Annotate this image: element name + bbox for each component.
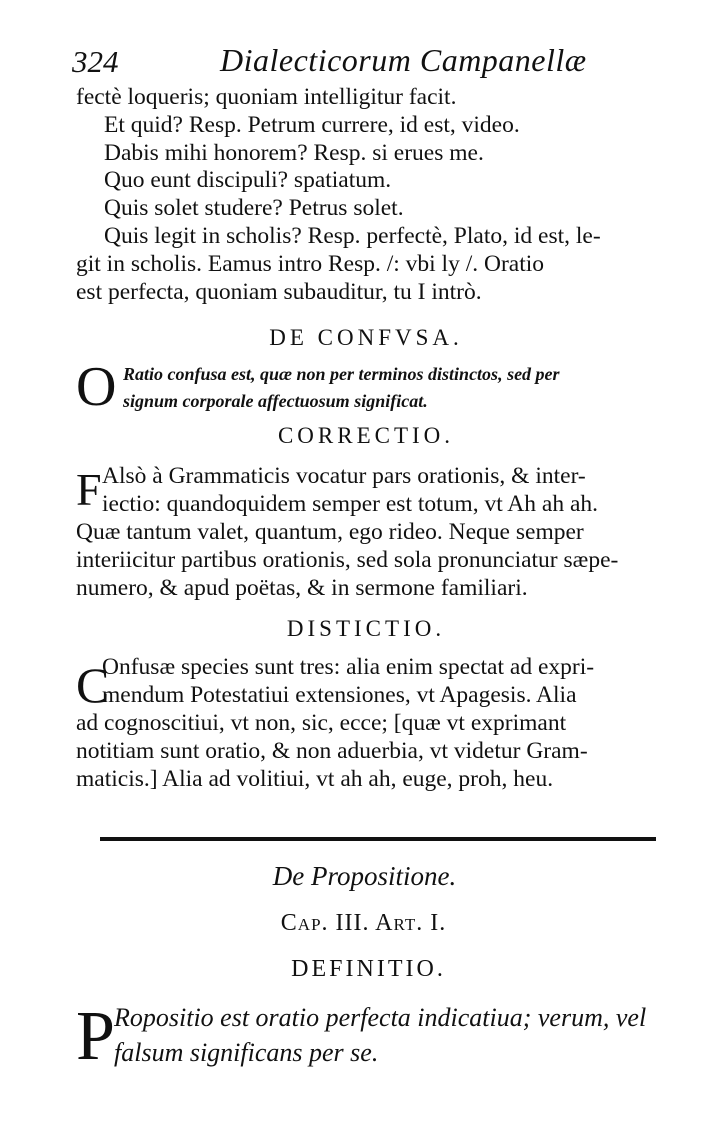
drop-initial: P	[76, 998, 115, 1075]
definition-line: Ratio confusa est, quæ non per terminos distinctos, sed per	[123, 364, 560, 385]
definition-line: signum corporale affectuosum significat.	[123, 391, 428, 412]
text-line: Onfusæ species sunt tres: alia enim spectat ad expri-	[102, 654, 595, 681]
text-line: Quæ tantum valet, quantum, ego rideo. Neque semper	[76, 518, 584, 545]
text-line: ad cognoscitiui, vt non, sic, ecce; [quæ vt exprimant	[76, 709, 567, 736]
propositione-section	[0, 858, 717, 1075]
text-line: est perfecta, quoniam subauditur, tu I intrò.	[76, 278, 482, 305]
section-heading-distictio: DISTICTIO.	[286, 616, 446, 642]
text-line: Quis legit in scholis? Resp. perfectè, Plato, id est, le-	[104, 222, 601, 249]
chapter-label: Cap. III. Art. I.	[280, 910, 447, 936]
text-line: mendum Potestatiui extensiones, vt Apagesis. Alia	[102, 682, 577, 709]
definition-propositio	[76, 998, 658, 1075]
section-heading-correctio: CORRECTIO.	[277, 423, 455, 449]
paragraph-correctio	[76, 463, 656, 602]
section-heading-confusa: DE CONFVSA.	[269, 325, 463, 351]
drop-initial: C	[76, 657, 110, 714]
definition-confusa	[76, 356, 656, 419]
paragraph-distictio	[76, 654, 656, 793]
text-line: iectio: quandoquidem semper est totum, vt Ah ah ah.	[102, 491, 599, 518]
text-line: fectè loqueris; quoniam intelligitur facit.	[76, 84, 457, 110]
text-line: Dabis mihi honorem? Resp. si erues me.	[104, 139, 484, 166]
text-line: interiicitur partibus orationis, sed sola pronunciatur sæpe-	[76, 546, 619, 573]
drop-initial: O	[76, 356, 117, 419]
definition-line: falsum significans per se.	[114, 1038, 379, 1067]
text-line: Et quid? Resp. Petrum currere, id est, video.	[104, 111, 520, 138]
text-line: Alsò à Grammaticis vocatur pars orationis, & inter-	[102, 463, 586, 490]
section-title: De Propositione.	[272, 861, 457, 891]
text-body	[76, 84, 656, 793]
section-divider	[100, 837, 656, 841]
text-line: Quis solet studere? Petrus solet.	[104, 195, 404, 222]
text-line: maticis.] Alia ad volitiui, vt ah ah, euge, proh, heu.	[76, 765, 554, 792]
text-line: numero, & apud poëtas, & in sermone familiari.	[76, 574, 528, 601]
text-line: git in scholis. Eamus intro Resp. /: vbi ly /. Oratio	[76, 250, 545, 277]
text-line: notitiam sunt oratio, & non aduerbia, vt videtur Gram-	[76, 737, 588, 764]
section-heading-definitio: DEFINITIO.	[291, 956, 446, 982]
text-line: Quo eunt discipuli? spatiatum.	[104, 167, 392, 194]
page-header	[72, 42, 659, 82]
drop-initial: F	[76, 464, 102, 516]
definition-line: Ropositio est oratio perfecta indicatiua; verum, vel	[114, 1003, 647, 1032]
running-title: Dialecticorum Campanellæ	[220, 42, 587, 78]
page-number: 324	[72, 44, 119, 79]
